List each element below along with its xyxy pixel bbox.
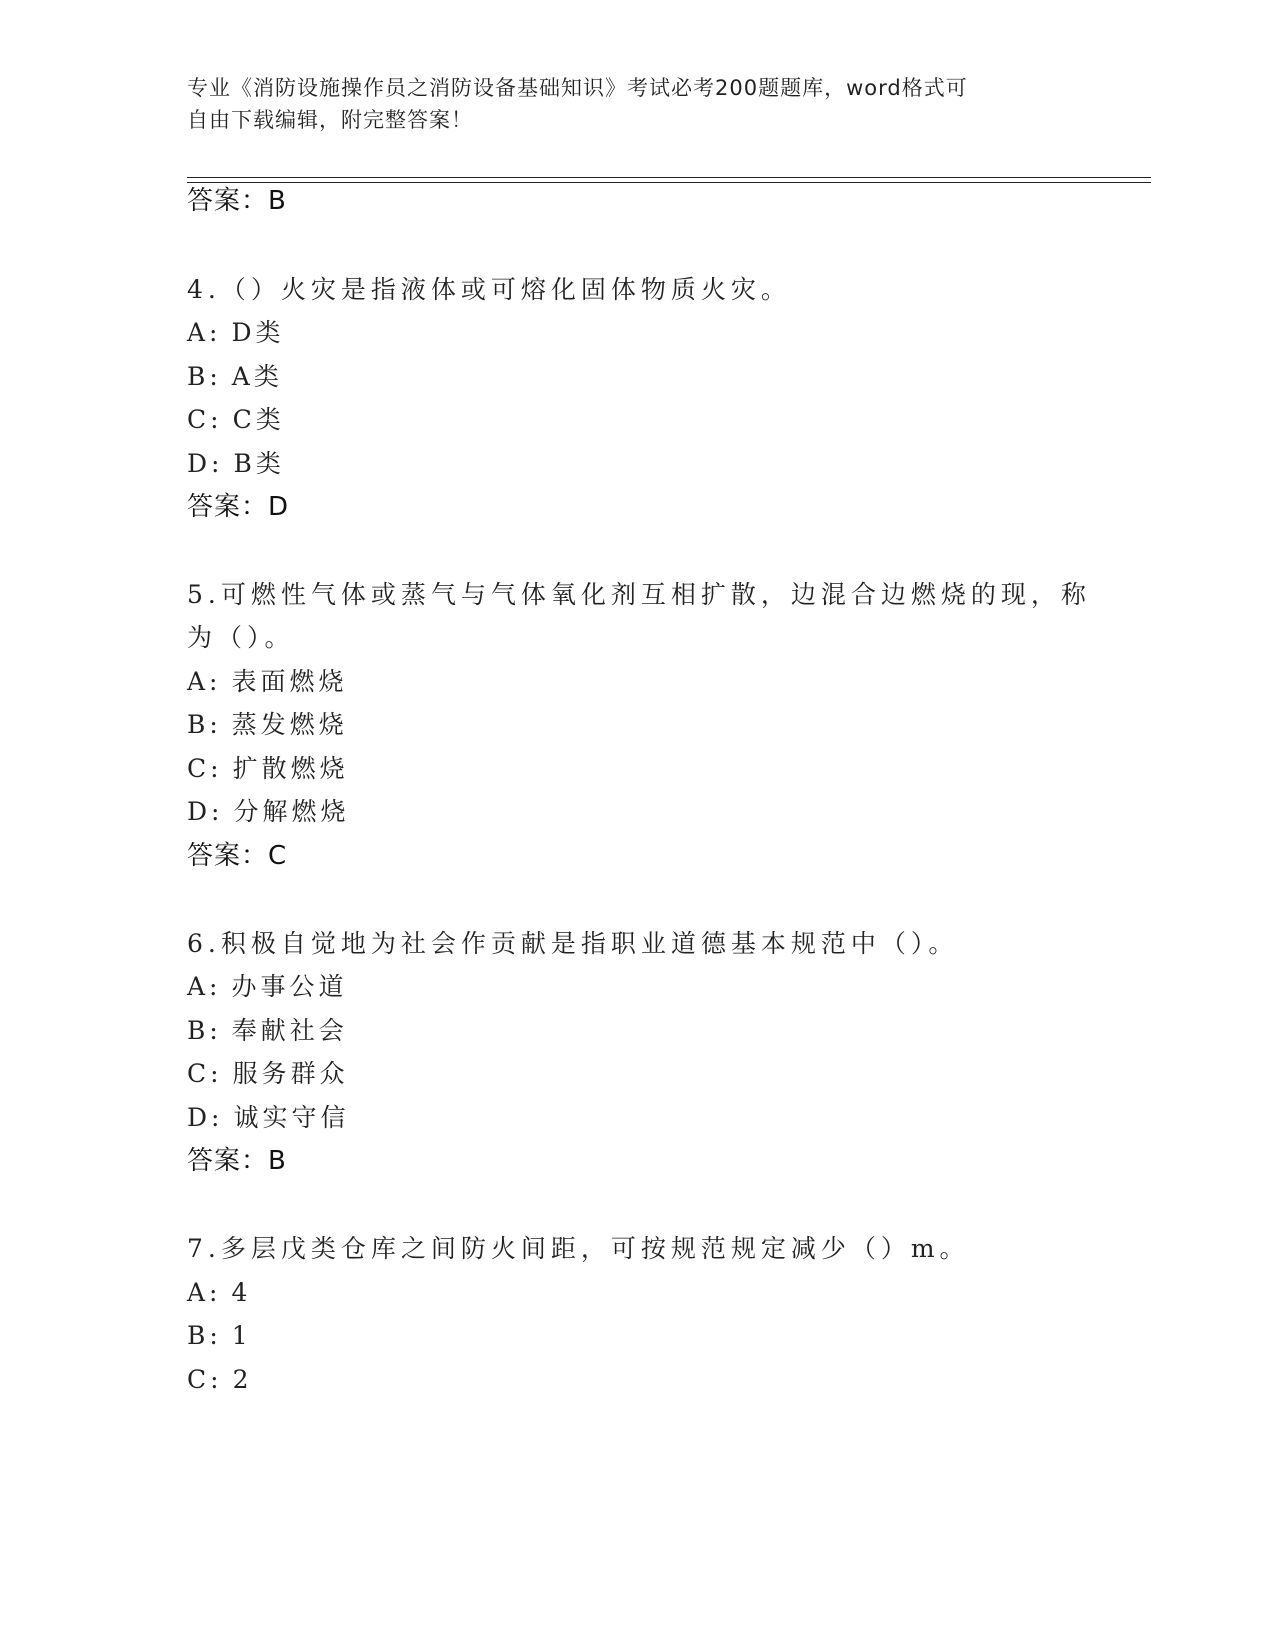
question-6-option-b: B: 奉献社会 — [187, 1016, 348, 1045]
answer-q6: 答案：B — [187, 1146, 287, 1176]
answer-q3: 答案：B — [187, 186, 287, 216]
question-4-option-b: B: A类 — [187, 362, 283, 391]
question-6-option-d: D: 诚实守信 — [187, 1103, 350, 1132]
question-7-option-b: B: 1 — [187, 1321, 252, 1350]
question-5-option-a: A: 表面燃烧 — [187, 667, 348, 696]
question-4-option-d: D: B类 — [187, 449, 285, 478]
question-6-option-c: C: 服务群众 — [187, 1059, 349, 1088]
header-line-2: 自由下载编辑，附完整答案！ — [187, 108, 473, 132]
question-7-text: 7.多层戊类仓库之间防火间距，可按规范规定减少（）m。 — [187, 1234, 970, 1263]
question-4-text: 4.（）火灾是指液体或可熔化固体物质火灾。 — [187, 275, 791, 304]
question-5-text-line-1: 5.可燃性气体或蒸气与气体氧化剂互相扩散，边混合边燃烧的现，称 — [187, 580, 1091, 609]
question-6-text: 6.积极自觉地为社会作贡献是指职业道德基本规范中（）。 — [187, 929, 959, 958]
header-rule-bottom — [187, 182, 1151, 183]
question-5-option-c: C: 扩散燃烧 — [187, 754, 349, 783]
question-7-option-c: C: 2 — [187, 1365, 253, 1394]
question-5-text-line-2: 为（）。 — [187, 623, 295, 652]
answer-q5: 答案：C — [187, 841, 288, 871]
question-5-option-d: D: 分解燃烧 — [187, 797, 350, 826]
question-5-option-b: B: 蒸发燃烧 — [187, 710, 348, 739]
question-4-option-c: C: C类 — [187, 405, 285, 434]
question-6-option-a: A: 办事公道 — [187, 972, 348, 1001]
document-header — [187, 72, 1067, 136]
header-line-1: 专业《消防设施操作员之消防设备基础知识》考试必考200题题库，word格式可 — [187, 76, 968, 100]
answer-q4: 答案：D — [187, 492, 290, 522]
question-7-option-a: A: 4 — [187, 1278, 252, 1307]
header-rule-top — [187, 177, 1151, 178]
question-4-option-a: A: D类 — [187, 318, 285, 347]
